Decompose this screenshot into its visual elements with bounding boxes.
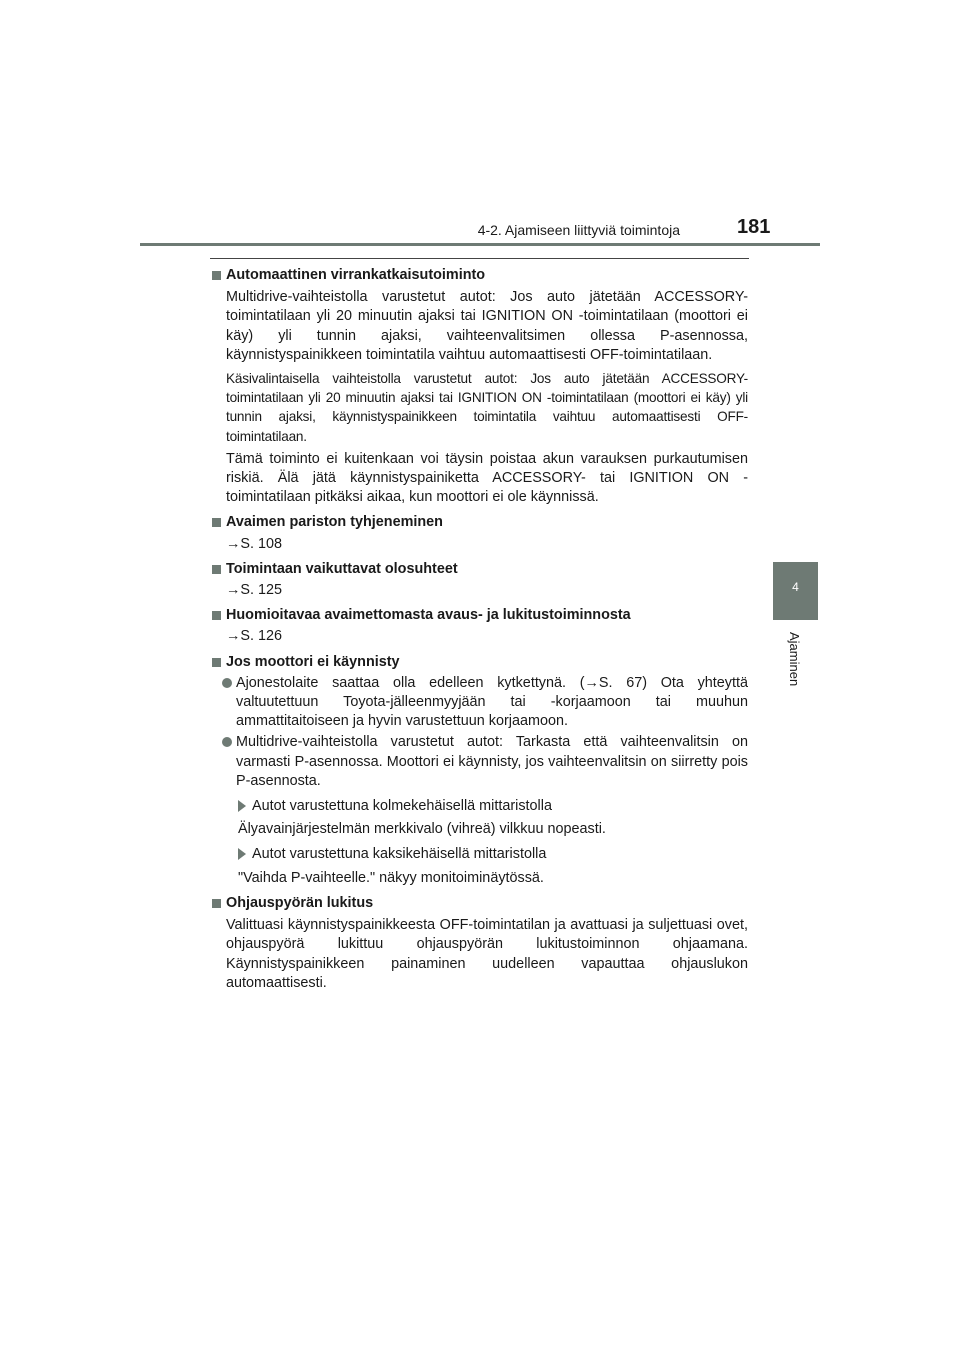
chapter-number: 4: [792, 580, 799, 594]
list-item: Ajonestolaite saattaa olla edelleen kytkettynä. (→S. 67) Ota yhteyttä valtuutettuun Toyota-jälleenmyyjään tai -korjaamoon tai muuhun ammattitaitoiseen ja hyvin varustettuun korjaamoon.: [222, 674, 748, 732]
square-bullet-icon: [212, 658, 221, 667]
page-number: 181: [737, 216, 771, 238]
page-reference-link[interactable]: →S. 108: [226, 535, 282, 552]
paragraph: Tämä toiminto ei kuitenkaan voi täysin poistaa akun varauksen purkautumisen riskiä. Älä jätä käynnistyspainiketta ACCESSORY- tai IGNITION ON -toimintatilaan pitkäksi aikaa, kun moottori ei ole käynnissä.: [226, 450, 748, 506]
paragraph: Multidrive-vaihteistolla varustetut autot: Jos auto jätetään ACCESSORY-toimintatilaan yli 20 minuutin ajaksi tai IGNITION ON -toimintatilaan (moottori ei käy) yli tunnin ajaksi, vaihteenvalitsimen ollessa P-asennossa, käynnistyspainikkeen toimintatila vaihtuu automaattisesti OFF-toimintatilaan.: [226, 289, 748, 363]
circle-bullet-icon: [222, 678, 232, 688]
chapter-tab: [773, 562, 818, 620]
paragraph: Käsivalintaisella vaihteistolla varustetut autot: Jos auto jätetään ACCESSORY-toimintatilaan yli 20 minuutin ajaksi tai IGNITION ON -toimintatilaan (moottori ei käy) yli tunnin ajaksi, käynnistyspainikkeen toimintatila vaihtuu automaattisesti OFF-toimintatilaan.: [226, 371, 748, 444]
sub-item: Autot varustettuna kolmekehäisellä mittaristolla: [238, 797, 748, 816]
section-heading: Toimintaan vaikuttavat olosuhteet: [210, 560, 748, 579]
page-reference-link[interactable]: →S. 126: [226, 628, 282, 645]
square-bullet-icon: [212, 899, 221, 908]
circle-bullet-icon: [222, 737, 232, 747]
page-reference-link[interactable]: →S. 125: [226, 582, 282, 599]
section-heading: Jos moottori ei käynnisty: [210, 653, 748, 672]
content-rule: [210, 258, 749, 259]
section-heading: Huomioitavaa avaimettomasta avaus- ja lukitustoiminnosta: [210, 606, 748, 625]
section-heading: Automaattinen virrankatkaisutoiminto: [210, 266, 748, 285]
square-bullet-icon: [212, 611, 221, 620]
square-bullet-icon: [212, 518, 221, 527]
triangle-bullet-icon: [238, 848, 246, 860]
section-reference: 4-2. Ajamiseen liittyviä toimintoja: [477, 222, 680, 238]
section-heading: Avaimen pariston tyhjeneminen: [210, 513, 748, 532]
paragraph: Valittuasi käynnistyspainikkeesta OFF-toimintatilan ja avattuasi ja suljettuasi ovet, ohjauspyörä lukittuu ohjauspyörän lukitustoiminnon ohjaamana. Käynnistyspainikkeen painaminen uudelleen vapauttaa ohjauslukon automaattisesti.: [226, 917, 748, 991]
sub-item: Autot varustettuna kaksikehäisellä mittaristolla: [238, 845, 748, 864]
sub-item-text: "Vaihda P-vaihteelle." näkyy monitoiminäytössä.: [238, 869, 544, 886]
square-bullet-icon: [212, 271, 221, 280]
triangle-bullet-icon: [238, 800, 246, 812]
chapter-label: Ajaminen: [787, 632, 802, 687]
section-heading: Ohjauspyörän lukitus: [210, 894, 748, 913]
page-content: [210, 266, 748, 993]
list-item: Multidrive-vaihteistolla varustetut autot: Tarkasta että vaihteenvalitsin on varmasti P-asennossa. Moottori ei käynnisty, jos vaihteenvalitsin on siirretty pois P-asennosta.: [222, 733, 748, 791]
square-bullet-icon: [212, 565, 221, 574]
header-rule: [140, 243, 820, 246]
sub-item-text: Älyavainjärjestelmän merkkivalo (vihreä) vilkkuu nopeasti.: [238, 821, 606, 838]
